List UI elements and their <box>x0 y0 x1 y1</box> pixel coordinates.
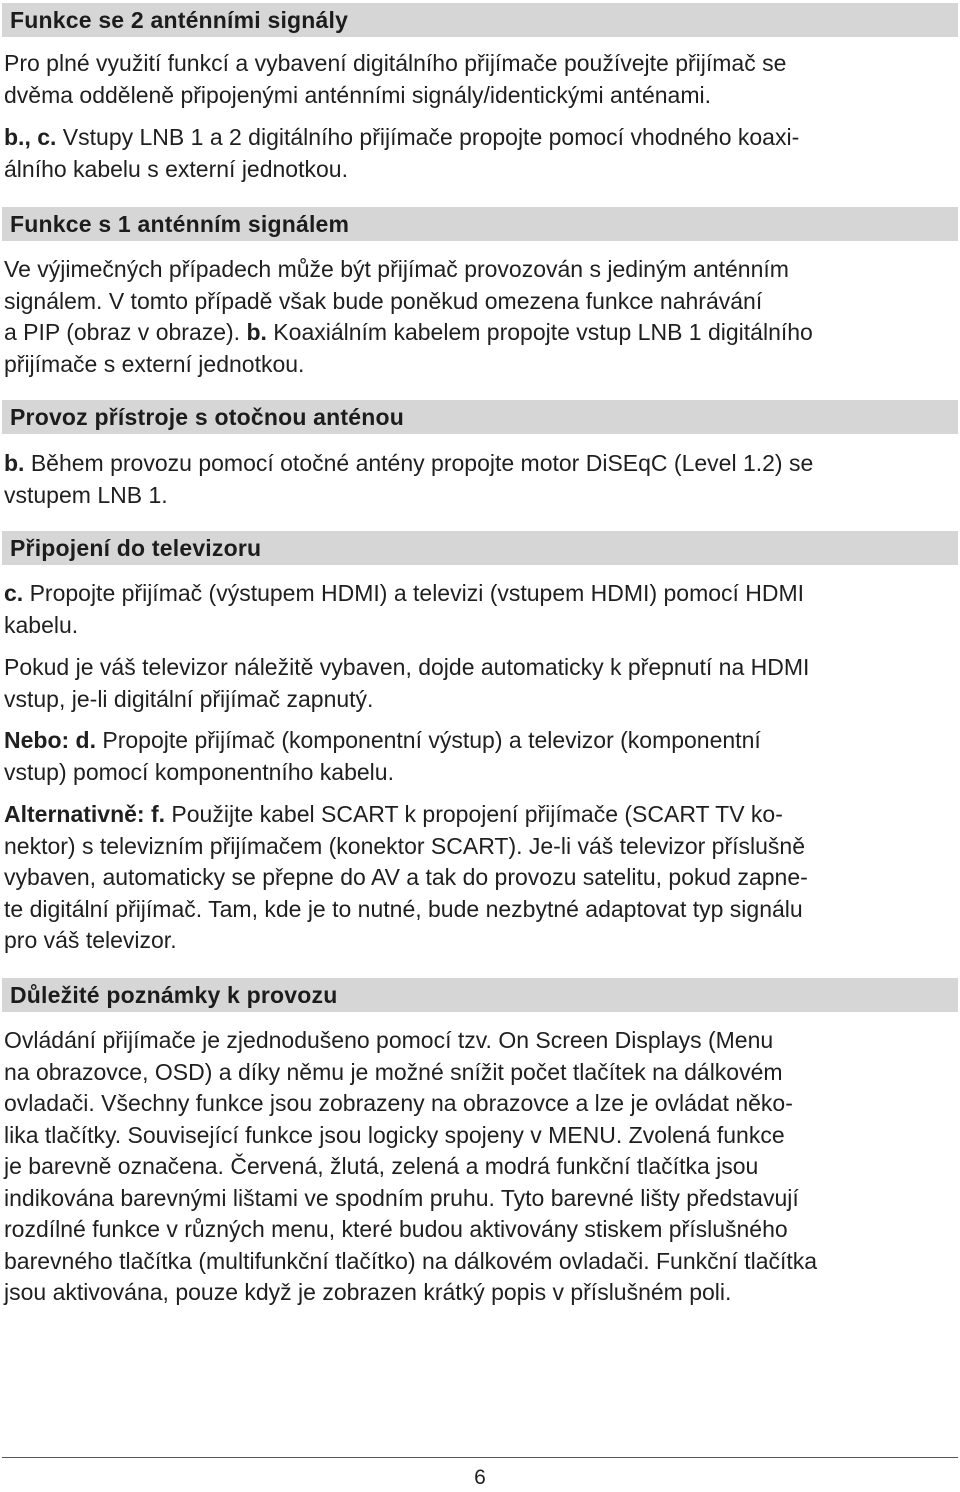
section-heading-tv-connection: Připojení do televizoru <box>2 531 958 565</box>
paragraph-text: Pro plné využití funkcí a vybavení digitálního přijímače používejte přijímač se dvěma odděleně připojenými anténními signály/identickými anténami. <box>4 50 787 108</box>
paragraph-text: Použijte kabel SCART k propojení přijímače (SCART TV ko- nektor) s televizním přijímačem (konektor SCART). Je-li váš televizor příslušně vybaven, automaticky se přepne do AV a tak do provozu satelitu, pokud zapne- te digitální přijímač. Tam, kde je to nutné, bude nezbytné adaptovat typ signálu pro váš televizor. <box>4 801 808 953</box>
paragraph-lead: b. <box>4 450 25 476</box>
paragraph-text: Ovládání přijímače je zjednodušeno pomocí tzv. On Screen Displays (Menu na obrazovce, OSD) a díky němu je možné snížit počet tlačítek na dálkovém ovladači. Všechny funkce jsou zobrazeny na obrazovce a lze je ovládat něko- lika tlačítky. Související funkce jsou logicky spojeny v MENU. Zvolená funkce je barevně označena. Červená, žlutá, zelená a modrá funkční tlačítka jsou indikována barevnými lištami ve spodním pruhu. Tyto barevné lišty představují rozdílné funkce v různých menu, které budou aktivovány stiskem příslušného barevného tlačítka (multifunkční tlačítko) na dálkovém ovladači. Funkční tlačítka jsou aktivována, pouze když je zobrazen krátký popis v příslušném poli. <box>4 1027 818 1305</box>
page-number: 6 <box>474 1466 486 1489</box>
paragraph-lead: Alternativně: f. <box>4 801 166 827</box>
section-heading-single-antenna: Funkce s 1 anténním signálem <box>2 207 958 241</box>
paragraph <box>4 122 956 185</box>
paragraph-lead: c. <box>4 580 24 606</box>
section-heading-dual-antenna: Funkce se 2 anténními signály <box>2 3 958 37</box>
paragraph <box>4 799 956 957</box>
paragraph-text: Pokud je váš televizor náležitě vybaven, dojde automaticky k přepnutí na HDMI vstup, je-li digitální přijímač zapnutý. <box>4 654 810 712</box>
section-heading-operating-notes: Důležité poznámky k provozu <box>2 978 958 1012</box>
footer-divider <box>2 1457 958 1458</box>
paragraph <box>4 725 956 788</box>
section-heading-rotating-antenna: Provoz přístroje s otočnou anténou <box>2 400 958 434</box>
paragraph-lead: b., c. <box>4 124 57 150</box>
paragraph-text: Během provozu pomocí otočné antény propojte motor DiSEqC (Level 1.2) se vstupem LNB 1. <box>4 450 814 508</box>
paragraph-text: Ve výjimečných případech může být přijímač provozován s jediným anténním signálem. V tomto případě však bude poněkud omezena funkce nahrávání a PIP (obraz v obraze). <box>4 256 789 345</box>
paragraph-text: Propojte přijímač (komponentní výstup) a televizor (komponentní vstup) pomocí komponentního kabelu. <box>4 727 761 785</box>
paragraph-text: Propojte přijímač (výstupem HDMI) a televizi (vstupem HDMI) pomocí HDMI kabelu. <box>4 580 805 638</box>
paragraph <box>4 254 956 380</box>
paragraph-lead: Nebo: d. <box>4 727 96 753</box>
paragraph-lead: b. <box>246 319 267 345</box>
paragraph <box>4 48 956 111</box>
paragraph <box>4 652 956 715</box>
paragraph <box>4 578 956 641</box>
paragraph <box>4 1025 956 1309</box>
paragraph-text: Koaxiálním kabelem propojte vstup LNB 1 digitálního přijímače s externí jednotkou. <box>4 319 813 377</box>
paragraph-text: Vstupy LNB 1 a 2 digitálního přijímače propojte pomocí vhodného koaxi- álního kabelu s externí jednotkou. <box>4 124 800 182</box>
paragraph <box>4 448 956 511</box>
